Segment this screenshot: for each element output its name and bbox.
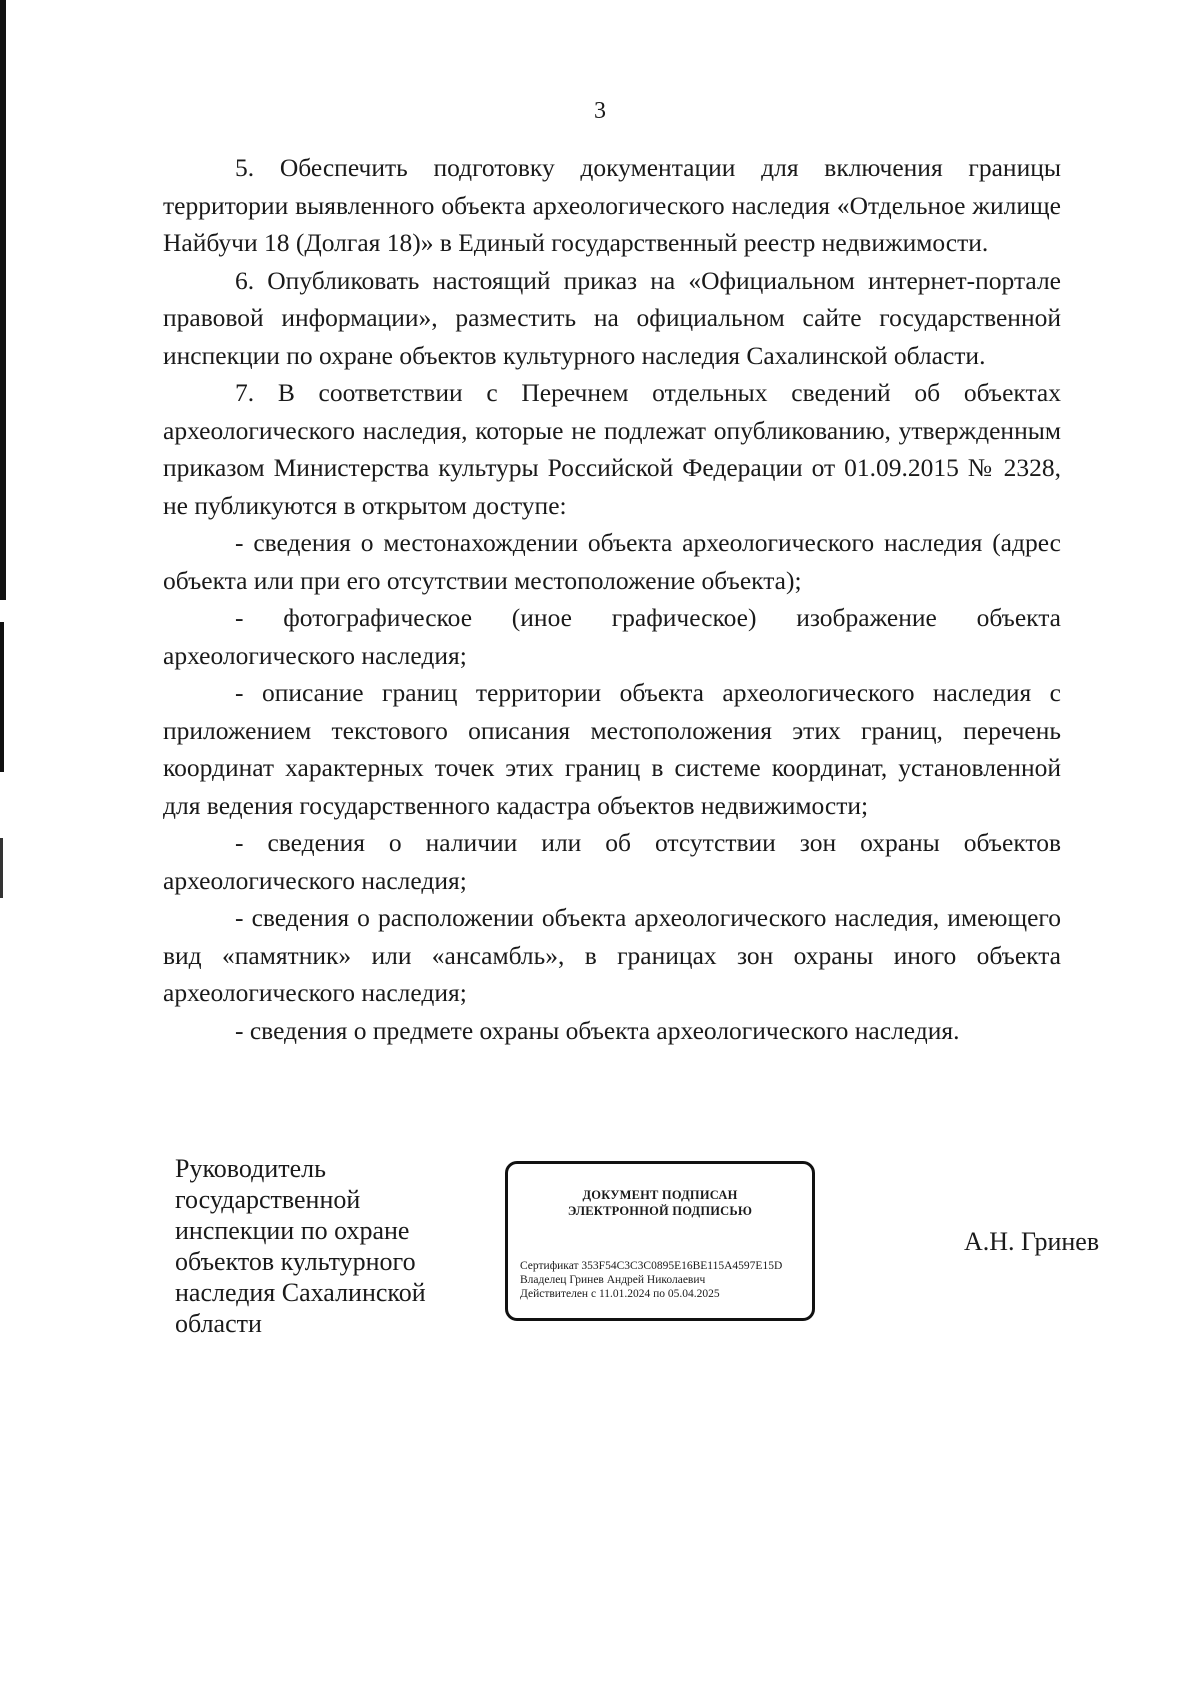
page-number: 3: [594, 98, 606, 124]
signer-position-line: области: [175, 1309, 262, 1338]
document-body: [163, 149, 1061, 1049]
list-item-protection-zones: - сведения о наличии или об отсутствии зон охраны объектов археологического наследия;: [163, 828, 1061, 895]
scan-edge-mark: [0, 838, 3, 898]
list-item-location: - сведения о местонахождении объекта археологического наследия (адрес объекта или при его отсутствии местоположение объекта);: [163, 528, 1061, 595]
stamp-owner: Владелец Гринев Андрей Николаевич: [520, 1274, 706, 1286]
electronic-signature-stamp: [505, 1161, 815, 1321]
signer-name: А.Н. Гринев: [964, 1227, 1100, 1256]
list-item-protection-subject: - сведения о предмете охраны объекта археологического наследия.: [235, 1015, 960, 1045]
stamp-validity: Действителен с 11.01.2024 по 05.04.2025: [520, 1288, 720, 1300]
paragraph-item-6: 6. Опубликовать настоящий приказ на «Официальном интернет-портале правовой информации», разместить на официальном сайте государственной инспекции по охране объектов культурного наследия Сахалинской области.: [163, 265, 1061, 370]
signer-position-line: наследия Сахалинской: [175, 1278, 426, 1307]
signer-position-line: инспекции по охране: [175, 1216, 410, 1245]
list-item-boundaries: - описание границ территории объекта археологического наследия с приложением текстового описания местоположения этих границ, перечень координат характерных точек этих границ в системе координат, установленной для ведения государственного кадастра объектов недвижимости;: [163, 678, 1061, 820]
stamp-heading-line: ДОКУМЕНТ ПОДПИСАН: [582, 1188, 738, 1202]
stamp-heading-line: ЭЛЕКТРОННОЙ ПОДПИСЬЮ: [567, 1204, 753, 1218]
paragraph-item-5: 5. Обеспечить подготовку документации для включения границы территории выявленного объекта археологического наследия «Отдельное жилище Найбучи 18 (Долгая 18)» в Единый государственный реестр недвижимости.: [163, 153, 1061, 257]
stamp-heading: [508, 1187, 812, 1219]
paragraph-item-7: 7. В соответствии с Перечнем отдельных сведений об объектах археологического наследия, которые не подлежат опубликованию, утвержденным приказом Министерства культуры Российской Федерации от 01.09.2015 № 2328, не публикуются в открытом доступе:: [163, 378, 1061, 520]
signer-position: [175, 1153, 465, 1339]
list-item-photo: - фотографическое (иное графическое) изображение объекта археологического наследия;: [163, 603, 1061, 670]
scan-edge-mark: [0, 622, 4, 772]
signer-position-line: объектов культурного: [175, 1247, 416, 1276]
stamp-certificate: Сертификат 353F54C3C3C0895E16BE115A4597E15D: [520, 1260, 783, 1272]
list-item-monument-location: - сведения о расположении объекта археологического наследия, имеющего вид «памятник» или «ансамбль», в границах зон охраны иного объекта археологического наследия;: [163, 903, 1061, 1007]
signer-position-line: государственной: [175, 1185, 361, 1214]
signer-position-line: Руководитель: [175, 1154, 326, 1183]
stamp-details: [520, 1259, 810, 1301]
scan-edge-mark: [0, 0, 6, 600]
